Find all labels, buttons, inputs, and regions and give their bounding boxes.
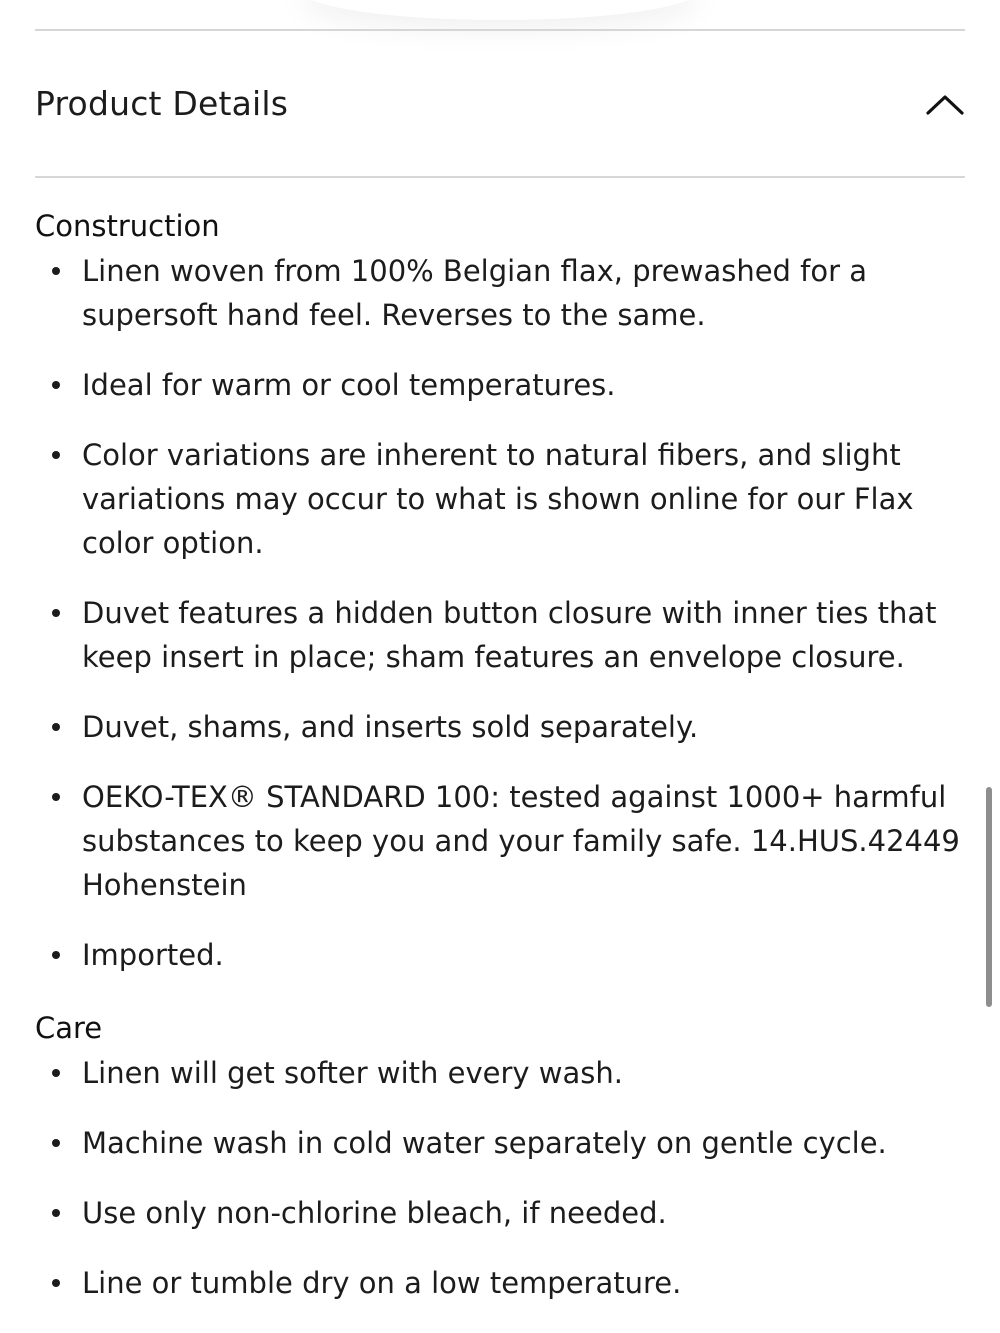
bullet-dot (52, 1139, 60, 1147)
scrollbar-thumb[interactable] (986, 787, 992, 1007)
list-item (35, 1051, 965, 1095)
list-item (35, 363, 965, 407)
product-details-title: Product Details (35, 84, 289, 123)
bullet-dot (52, 451, 60, 459)
bullet-dot (52, 267, 60, 275)
list-item-text: OEKO-TEX® STANDARD 100: tested against 1000+ harmful substances to keep you and your family safe. 14.HUS.42449 Hohenstein (82, 780, 960, 902)
list-item (35, 1261, 965, 1305)
list-item-text: Duvet features a hidden button closure with inner ties that keep insert in place; sham features an envelope closure. (82, 596, 937, 674)
care-heading: Care (35, 1011, 103, 1045)
list-item (35, 1191, 965, 1235)
list-item-text: Ideal for warm or cool temperatures. (82, 368, 616, 402)
divider-header-bottom (35, 176, 965, 178)
construction-list (35, 249, 965, 977)
list-item (35, 249, 965, 337)
list-item-text: Duvet, shams, and inserts sold separately. (82, 710, 699, 744)
list-item-text: Use only non-chlorine bleach, if needed. (82, 1196, 667, 1230)
bullet-dot (52, 1279, 60, 1287)
construction-heading: Construction (35, 209, 220, 243)
care-list (35, 1051, 965, 1305)
bullet-dot (52, 381, 60, 389)
list-item (35, 433, 965, 565)
chevron-up-icon[interactable] (925, 89, 965, 119)
list-item-text: Linen will get softer with every wash. (82, 1056, 623, 1090)
list-item-text: Machine wash in cold water separately on gentle cycle. (82, 1126, 887, 1160)
bullet-dot (52, 609, 60, 617)
bullet-dot (52, 793, 60, 801)
list-item-text: Line or tumble dry on a low temperature. (82, 1266, 682, 1300)
list-item (35, 591, 965, 679)
list-item-text: Color variations are inherent to natural fibers, and slight variations may occur to what is shown online for our Flax color option. (82, 438, 914, 560)
bullet-dot (52, 1069, 60, 1077)
list-item (35, 1121, 965, 1165)
bullet-dot (52, 951, 60, 959)
list-item (35, 705, 965, 749)
bullet-dot (52, 1209, 60, 1217)
care-section (35, 1005, 965, 1305)
product-details-accordion-header[interactable] (35, 31, 965, 176)
bullet-dot (52, 723, 60, 731)
list-item-text: Imported. (82, 938, 224, 972)
product-details-content (35, 203, 965, 1331)
list-item (35, 933, 965, 977)
list-item-text: Linen woven from 100% Belgian flax, prewashed for a supersoft hand feel. Reverses to the same. (82, 254, 868, 332)
list-item (35, 775, 965, 907)
top-shadow (300, 0, 700, 20)
